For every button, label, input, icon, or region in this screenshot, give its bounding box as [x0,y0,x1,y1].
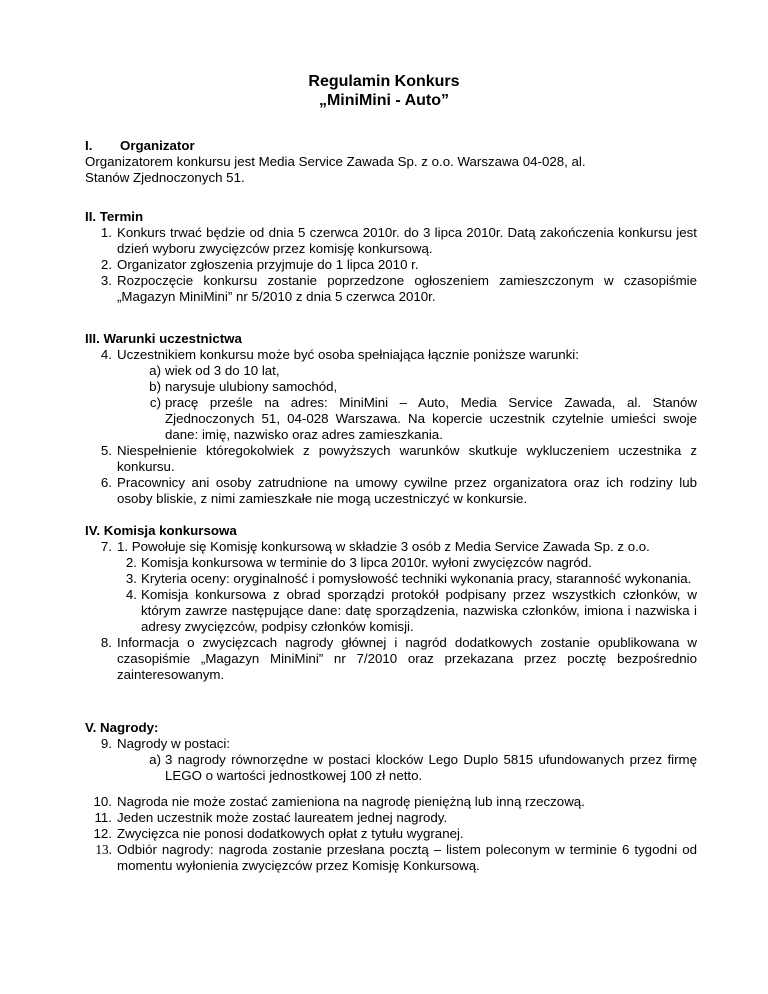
section-4-heading: IV. Komisja konkursowa [85,523,237,538]
list-item [85,635,697,683]
item-number: 3. [100,273,112,288]
section-1-number: I. [85,138,93,153]
document-title: Regulamin Konkurs [308,73,460,90]
item-number: 1. [100,225,112,240]
list-item [85,443,697,475]
item-text: 3 nagrody równorzędne w postaci klocków Lego Duplo 5815 ufundowanych przez firmę LEGO o wartości jednostkowej 100 zł netto. [165,752,697,783]
list-item [85,736,697,752]
section-1-text: Organizatorem konkursu jest Media Service Zawada Sp. z o.o. Warszawa 04-028, al. Stanów Zjednoczonych 51. [85,154,586,185]
item-number: 4. [125,587,137,602]
item-number: 3. [125,571,137,586]
item-number: 13. [95,842,112,857]
item-text: Pracownicy ani osoby zatrudnione na umowy cywilne przez organizatora oraz ich rodziny lub osoby bliskie, z nimi zamieszkałe nie mogą uczestniczyć w konkursie. [117,475,697,506]
list-item [85,475,697,507]
item-text: Nagrody w postaci: [117,736,231,751]
document-subtitle: „MiniMini - Auto” [318,92,450,109]
item-number: 7. [100,539,112,554]
item-text: Komisja konkursowa z obrad sporządzi protokół podpisany przez wszystkich członków, w którym zawrze następujące dane: datę sporządzenia, nazwiska członków, imiona i nazwiska i adresy zwycięzców, podpisy członków komisji. [141,587,697,634]
item-text: pracę prześle na adres: MiniMini – Auto, Media Service Zawada, al. Stanów Zjednoczonych 51, 04-028 Warszawa. Na kopercie uczestnik czytelnie umieści swoje dane: imię, nazwisko oraz adres zamieszkania. [165,395,697,442]
item-number: c) [149,395,161,410]
item-text: wiek od 3 do 10 lat, [165,363,280,378]
list-item [85,347,697,363]
list-item [85,257,697,273]
sub-list-item [85,395,697,443]
section-4 [85,523,697,683]
list-item [85,794,697,810]
item-number: b) [149,379,161,394]
list-item [85,539,697,555]
list-item [85,810,697,826]
item-text: Konkurs trwać będzie od dnia 5 czerwca 2010r. do 3 lipca 2010r. Datą zakończenia konkursu jest dzień wyboru zwycięzców przez komisję konkursową. [117,225,697,256]
sub-list-item [85,379,697,395]
section-1-heading: Organizator [120,138,195,153]
sub-list-item [85,752,697,784]
list-item [85,225,697,257]
item-number: 11. [94,810,112,825]
list-item [85,826,697,842]
sub-list-item [85,587,697,635]
section-5-list [85,794,697,874]
item-text: Informacja o zwycięzcach nagrody głównej i nagród dodatkowych zostanie opublikowana w czasopiśmie „Magazyn MiniMini” nr 7/2010 oraz przekazana przez pocztę bezpośrednio zainteresowanym. [117,635,697,682]
sub-list-item [85,363,697,379]
item-text: Jeden uczestnik może zostać laureatem jednej nagrody. [117,810,448,825]
item-number: 5. [100,443,112,458]
list-item [85,842,697,874]
section-5-heading: V. Nagrody: [85,720,159,735]
item-text: Organizator zgłoszenia przyjmuje do 1 lipca 2010 r. [117,257,419,272]
item-text: Zwycięzca nie ponosi dodatkowych opłat z tytułu wygranej. [117,826,464,841]
section-3 [85,331,697,507]
item-text: Odbiór nagrody: nagroda zostanie przesłana pocztą – listem poleconym w terminie 6 tygodni od momentu wyłonienia zwycięzców przez Komisję Konkursową. [117,842,697,873]
item-text: Kryteria oceny: oryginalność i pomysłowość techniki wykonania pracy, staranność wykonania. [141,571,692,586]
item-number: 2. [125,555,137,570]
item-number: 2. [100,257,112,272]
section-2-heading: II. Termin [85,209,144,224]
list-item [85,273,697,305]
item-text: Nagroda nie może zostać zamieniona na nagrodę pieniężną lub inną rzeczową. [117,794,585,809]
item-number: 4. [100,347,112,362]
item-number: a) [149,752,161,767]
item-text: Komisja konkursowa w terminie do 3 lipca 2010r. wyłoni zwycięzców nagród. [141,555,592,570]
item-number: 10. [93,794,112,809]
section-2 [85,209,697,305]
item-number: 8. [100,635,112,650]
section-5 [85,720,697,784]
sub-list-item [85,555,697,571]
section-3-heading: III. Warunki uczestnictwa [85,331,242,346]
item-text: Rozpoczęcie konkursu zostanie poprzedzone ogłoszeniem zamieszczonym w czasopiśmie „Magazyn MiniMini” nr 5/2010 z dnia 5 czerwca 2010r. [117,273,697,304]
item-number: a) [149,363,161,378]
item-text: narysuje ulubiony samochód, [165,379,338,394]
item-number: 9. [100,736,112,751]
item-number: 6. [100,475,112,490]
item-text: Uczestnikiem konkursu może być osoba spełniająca łącznie poniższe warunki: [117,347,579,362]
sub-list-item [85,571,697,587]
item-text: 1. Powołuje się Komisję konkursową w składzie 3 osób z Media Service Zawada Sp. z o.o. [117,539,650,554]
item-text: Niespełnienie któregokolwiek z powyższych warunków skutkuje wykluczeniem uczestnika z konkursu. [117,443,697,474]
item-number: 12. [93,826,112,841]
